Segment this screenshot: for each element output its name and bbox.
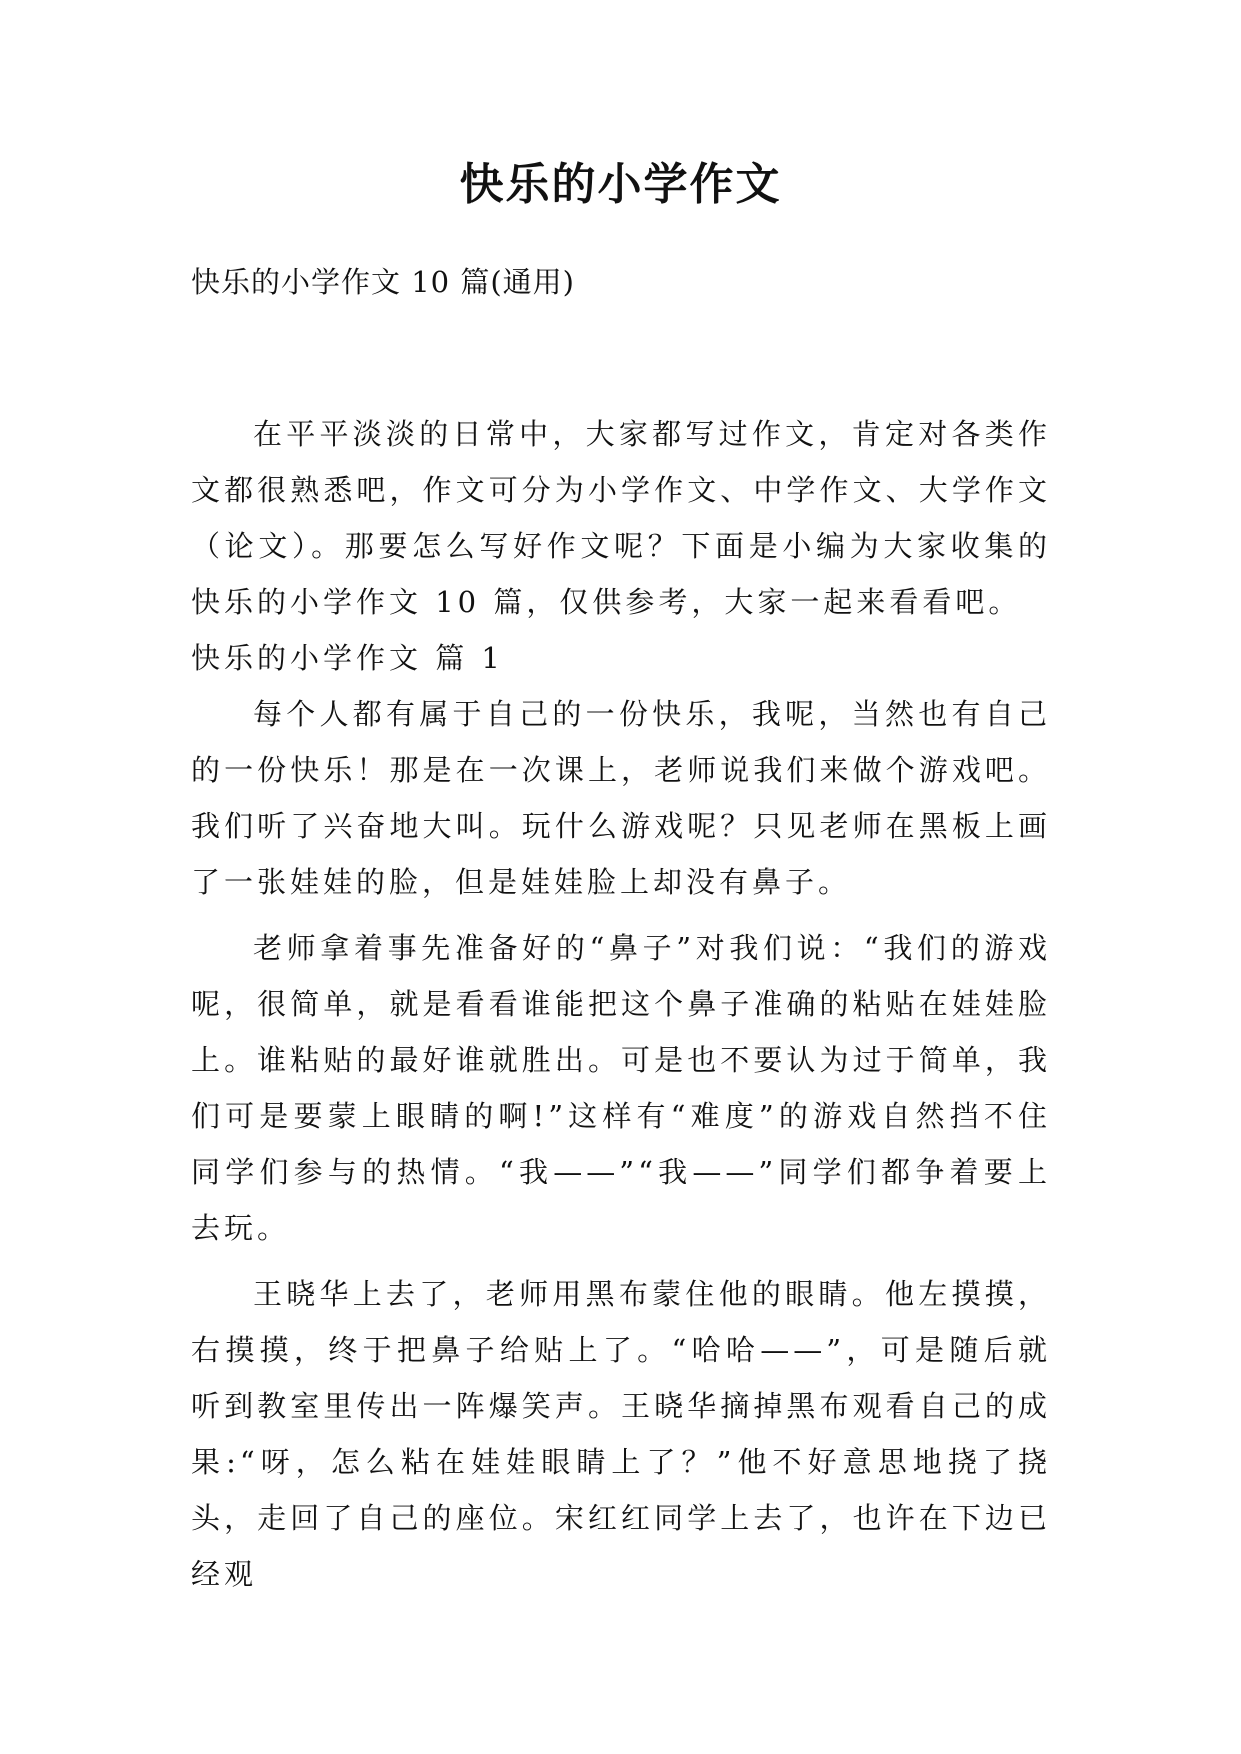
body-paragraph-2: 老师拿着事先准备好的“鼻子”对我们说：“我们的游戏呢，很简单，就是看看谁能把这个鼻子准确的粘贴在娃娃脸上。谁粘贴的最好谁就胜出。可是也不要认为过于简单，我们可是要蒙上眼睛的啊!”这样有“难度”的游戏自然挡不住同学们参与的热情。“我——”“我——”同学们都争着要上去玩。 [191,931,1051,1245]
document-subtitle: 快乐的小学作文 10 篇(通用) [191,265,575,299]
section-heading: 快乐的小学作文 篇 1 [191,641,504,675]
document-body [191,406,1051,1602]
intro-paragraph: 在平平淡淡的日常中，大家都写过作文，肯定对各类作文都很熟悉吧，作文可分为小学作文、中学作文、大学作文（论文）。那要怎么写好作文呢？下面是小编为大家收集的快乐的小学作文 10 篇，仅供参考，大家一起来看看吧。 [191,417,1051,619]
paragraph-spacer [191,1256,1051,1266]
document-title: 快乐的小学作文 [459,159,782,210]
body-paragraph-3: 王晓华上去了，老师用黑布蒙住他的眼睛。他左摸摸，右摸摸，终于把鼻子给贴上了。“哈哈——”，可是随后就听到教室里传出一阵爆笑声。王晓华摘掉黑布观看自己的成果:“呀，怎么粘在娃娃眼睛上了？”他不好意思地挠了挠头，走回了自己的座位。宋红红同学上去了，也许在下边已经观 [191,1277,1051,1591]
paragraph-spacer [191,910,1051,920]
body-paragraph-1: 每个人都有属于自己的一份快乐，我呢，当然也有自己的一份快乐！那是在一次课上，老师说我们来做个游戏吧。我们听了兴奋地大叫。玩什么游戏呢？只见老师在黑板上画了一张娃娃的脸，但是娃娃脸上却没有鼻子。 [191,697,1051,899]
